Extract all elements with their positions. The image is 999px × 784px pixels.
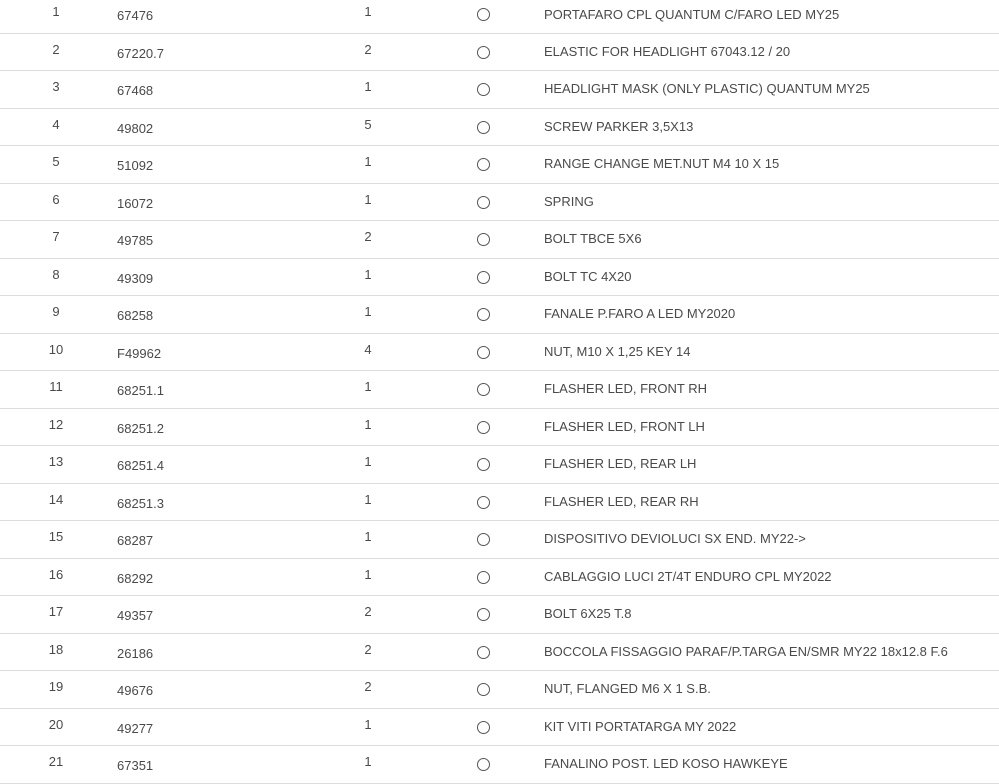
- part-description: KIT VITI PORTATARGA MY 2022: [544, 718, 737, 734]
- table-row: [0, 184, 999, 222]
- quantity: 2: [364, 604, 372, 619]
- part-code: 68258: [117, 308, 154, 323]
- select-radio[interactable]: [477, 346, 490, 359]
- item-number: 21: [48, 754, 64, 769]
- select-radio[interactable]: [477, 383, 490, 396]
- quantity: 1: [364, 4, 372, 19]
- item-number: 19: [48, 679, 64, 694]
- quantity: 1: [364, 266, 372, 282]
- quantity: 2: [364, 641, 372, 657]
- table-row: [0, 259, 999, 297]
- part-code: 26186: [117, 645, 154, 661]
- part-code: 68251.4: [117, 458, 164, 473]
- select-radio[interactable]: [477, 721, 490, 734]
- item-number: 10: [48, 341, 64, 357]
- select-radio[interactable]: [477, 458, 490, 471]
- table-row: [0, 409, 999, 447]
- part-description: ELASTIC FOR HEADLIGHT 67043.12 / 20: [544, 43, 791, 59]
- part-code: 49309: [117, 270, 154, 286]
- part-code: 68292: [117, 570, 154, 586]
- part-code: 68251.3: [117, 495, 164, 511]
- part-description: FANALINO POST. LED KOSO HAWKEYE: [544, 756, 788, 771]
- table-row: [0, 521, 999, 559]
- quantity: 1: [364, 754, 372, 769]
- select-radio[interactable]: [477, 308, 490, 321]
- quantity: 4: [364, 341, 372, 357]
- item-number: 18: [48, 641, 64, 657]
- table-row: [0, 0, 999, 34]
- part-description: BOCCOLA FISSAGGIO PARAF/P.TARGA EN/SMR MY22 18x12.8 F.6: [544, 643, 948, 659]
- select-radio[interactable]: [477, 233, 490, 246]
- part-description: HEADLIGHT MASK (ONLY PLASTIC) QUANTUM MY25: [544, 81, 870, 96]
- part-code: 49357: [117, 608, 154, 623]
- quantity: 1: [364, 491, 372, 507]
- table-row: [0, 634, 999, 672]
- quantity: 1: [364, 379, 372, 394]
- item-number: 8: [52, 266, 60, 282]
- part-description: NUT, M10 X 1,25 KEY 14: [544, 343, 691, 359]
- quantity: 5: [364, 116, 372, 132]
- select-radio[interactable]: [477, 83, 490, 96]
- part-description: DISPOSITIVO DEVIOLUCI SX END. MY22->: [544, 531, 806, 546]
- part-description: RANGE CHANGE MET.NUT M4 10 X 15: [544, 156, 780, 171]
- table-row: [0, 221, 999, 259]
- item-number: 2: [52, 41, 60, 57]
- part-code: 49785: [117, 233, 154, 248]
- select-radio[interactable]: [477, 121, 490, 134]
- item-number: 4: [52, 116, 60, 132]
- table-row: [0, 484, 999, 522]
- item-number: 15: [48, 529, 64, 544]
- item-number: 13: [48, 454, 64, 469]
- item-number: 6: [52, 191, 60, 207]
- part-code: 16072: [117, 195, 154, 211]
- item-number: 7: [52, 229, 60, 244]
- item-number: 11: [49, 379, 63, 394]
- part-code: 49277: [117, 720, 154, 736]
- part-code: 68251.2: [117, 420, 164, 436]
- table-row: [0, 109, 999, 147]
- table-row: [0, 34, 999, 72]
- quantity: 1: [364, 529, 372, 544]
- quantity: 2: [364, 41, 372, 57]
- part-code: 68251.1: [117, 383, 164, 398]
- quantity: 1: [364, 716, 372, 732]
- select-radio[interactable]: [477, 196, 490, 209]
- table-row: [0, 446, 999, 484]
- table-row: [0, 709, 999, 747]
- select-radio[interactable]: [477, 758, 490, 771]
- select-radio[interactable]: [477, 571, 490, 584]
- quantity: 1: [364, 191, 372, 207]
- quantity: 1: [364, 154, 372, 169]
- select-radio[interactable]: [477, 533, 490, 546]
- table-row: [0, 334, 999, 372]
- part-code: 67476: [117, 8, 154, 23]
- part-description: PORTAFARO CPL QUANTUM C/FARO LED MY25: [544, 7, 840, 22]
- table-row: [0, 371, 999, 409]
- part-code: 67220.7: [117, 45, 164, 61]
- item-number: 3: [52, 79, 60, 94]
- quantity: 1: [364, 454, 372, 469]
- part-code: 49802: [117, 120, 154, 136]
- table-row: [0, 71, 999, 109]
- part-code: F49962: [117, 345, 162, 361]
- table-row: [0, 671, 999, 709]
- part-code: 67351: [117, 758, 154, 773]
- item-number: 14: [48, 491, 64, 507]
- part-code: 68287: [117, 533, 154, 548]
- quantity: 2: [364, 229, 372, 244]
- part-description: CABLAGGIO LUCI 2T/4T ENDURO CPL MY2022: [544, 568, 832, 584]
- part-description: BOLT TC 4X20: [544, 268, 632, 284]
- select-radio[interactable]: [477, 608, 490, 621]
- part-description: BOLT TBCE 5X6: [544, 231, 642, 246]
- select-radio[interactable]: [477, 496, 490, 509]
- select-radio[interactable]: [477, 646, 490, 659]
- part-description: FLASHER LED, FRONT LH: [544, 418, 705, 434]
- part-description: SCREW PARKER 3,5X13: [544, 118, 694, 134]
- select-radio[interactable]: [477, 683, 490, 696]
- table-row: [0, 559, 999, 597]
- select-radio[interactable]: [477, 271, 490, 284]
- table-row: [0, 146, 999, 184]
- quantity: 2: [364, 679, 372, 694]
- part-description: FLASHER LED, FRONT RH: [544, 381, 708, 396]
- table-row: [0, 296, 999, 334]
- quantity: 1: [364, 304, 372, 319]
- select-radio[interactable]: [477, 421, 490, 434]
- part-description: SPRING: [544, 193, 594, 209]
- part-code: 51092: [117, 158, 154, 173]
- quantity: 1: [364, 416, 372, 432]
- item-number: 17: [48, 604, 64, 619]
- quantity: 1: [364, 566, 372, 582]
- table-row: [0, 596, 999, 634]
- item-number: 9: [52, 304, 60, 319]
- part-description: NUT, FLANGED M6 X 1 S.B.: [544, 681, 711, 696]
- part-description: BOLT 6X25 T.8: [544, 606, 632, 621]
- part-code: 67468: [117, 83, 154, 98]
- quantity: 1: [364, 79, 372, 94]
- part-description: FANALE P.FARO A LED MY2020: [544, 306, 736, 321]
- item-number: 5: [52, 154, 60, 169]
- select-radio[interactable]: [477, 8, 490, 21]
- select-radio[interactable]: [477, 158, 490, 171]
- table-row: [0, 746, 999, 784]
- select-radio[interactable]: [477, 46, 490, 59]
- item-number: 16: [48, 566, 64, 582]
- part-code: 49676: [117, 683, 154, 698]
- item-number: 1: [52, 4, 60, 19]
- item-number: 12: [48, 416, 64, 432]
- item-number: 20: [48, 716, 64, 732]
- part-description: FLASHER LED, REAR RH: [544, 493, 699, 509]
- part-description: FLASHER LED, REAR LH: [544, 456, 697, 471]
